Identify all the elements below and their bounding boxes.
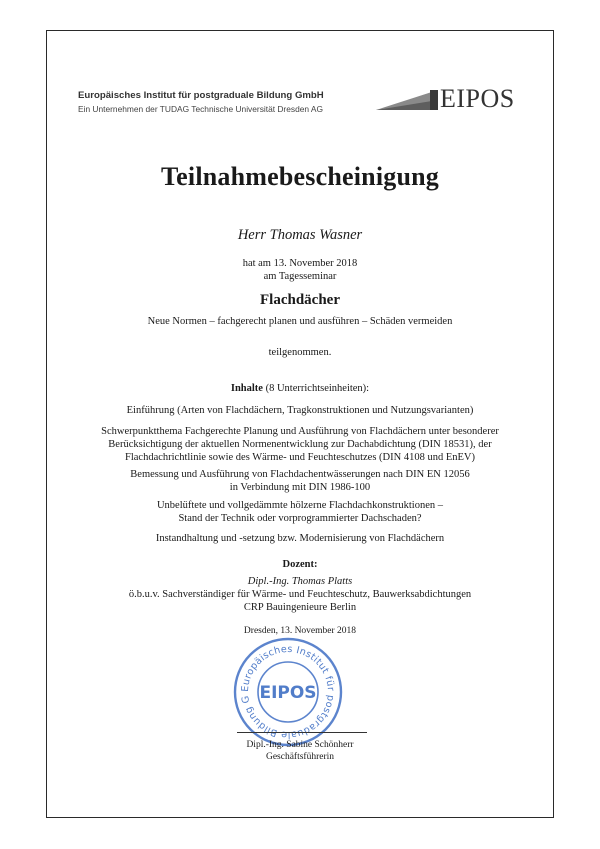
stamp-center-text: EIPOS bbox=[259, 683, 317, 703]
contents-heading bbox=[46, 383, 554, 394]
document-title: Teilnahmebescheinigung bbox=[161, 162, 439, 191]
organization-name: Europäisches Institut für postgraduale Bildung GmbH bbox=[78, 90, 324, 101]
contents-line: Instandhaltung und -setzung bzw. Modernisierung von Flachdächern bbox=[155, 533, 445, 544]
contents-line: Schwerpunktthema Fachgerechte Planung und Ausführung von Flachdächern unter besonderer bbox=[101, 426, 499, 437]
contents-line: in Verbindung mit DIN 1986-100 bbox=[229, 482, 371, 493]
lecturer-name: Dipl.-Ing. Thomas Platts bbox=[247, 576, 353, 587]
contents-item-3 bbox=[46, 468, 554, 494]
event-type: am Tagesseminar bbox=[263, 271, 337, 282]
contents-item-4 bbox=[46, 499, 554, 525]
contents-item-5 bbox=[46, 532, 554, 545]
signature-line bbox=[237, 732, 367, 733]
seminar-subtitle: Neue Normen – fachgerecht planen und ausführen – Schäden vermeiden bbox=[147, 316, 453, 327]
contents-item-2 bbox=[46, 425, 554, 464]
contents-line: Bemessung und Ausführung von Flachdachentwässerungen nach DIN EN 12056 bbox=[130, 469, 470, 480]
contents-line: Einführung (Arten von Flachdächern, Tragkonstruktionen und Nutzungsvarianten) bbox=[126, 405, 474, 416]
participation-note: teilgenommen. bbox=[268, 347, 332, 358]
contents-line: Flachdachrichtlinie sowie des Wärme- und Feuchteschutzes (DIN 4108 und EnEV) bbox=[125, 452, 475, 463]
attendance-date: hat am 13. November 2018 bbox=[242, 258, 358, 269]
stamp-ring-text: Europäisches Institut für postgraduale Bildung G bbox=[239, 643, 337, 741]
contents-heading-label: Inhalte bbox=[230, 383, 263, 394]
lecturer-heading: Dozent: bbox=[282, 559, 318, 570]
lecturer-role: ö.b.u.v. Sachverständiger für Wärme- und Feuchteschutz, Bauwerksabdichtungen bbox=[128, 589, 472, 600]
signatory-title: Geschäftsführerin bbox=[265, 752, 335, 762]
seminar-title: Flachdächer bbox=[260, 292, 340, 308]
contents-line: Unbelüftete und vollgedämmte hölzerne Flachdachkonstruktionen – bbox=[156, 500, 444, 511]
recipient-name: Herr Thomas Wasner bbox=[237, 227, 363, 243]
lecturer-company: CRP Bauingenieure Berlin bbox=[243, 602, 357, 613]
contents-heading-units: (8 Unterrichtseinheiten): bbox=[262, 383, 370, 394]
place-date: Dresden, 13. November 2018 bbox=[243, 626, 357, 636]
contents-line: Stand der Technik oder vorprogrammierter Dachschaden? bbox=[178, 513, 422, 524]
organization-subtitle: Ein Unternehmen der TUDAG Technische Universität Dresden AG bbox=[78, 104, 324, 114]
logo-text: EIPOS bbox=[440, 84, 515, 113]
contents-item-1 bbox=[46, 404, 554, 417]
eipos-logo bbox=[374, 84, 526, 116]
contents-line: Berücksichtigung der aktuellen Normenentwicklung zur Dachabdichtung (DIN 18531), der bbox=[108, 439, 492, 450]
signatory-name: Dipl.-Ing. Sabine Schönherr bbox=[246, 740, 354, 750]
